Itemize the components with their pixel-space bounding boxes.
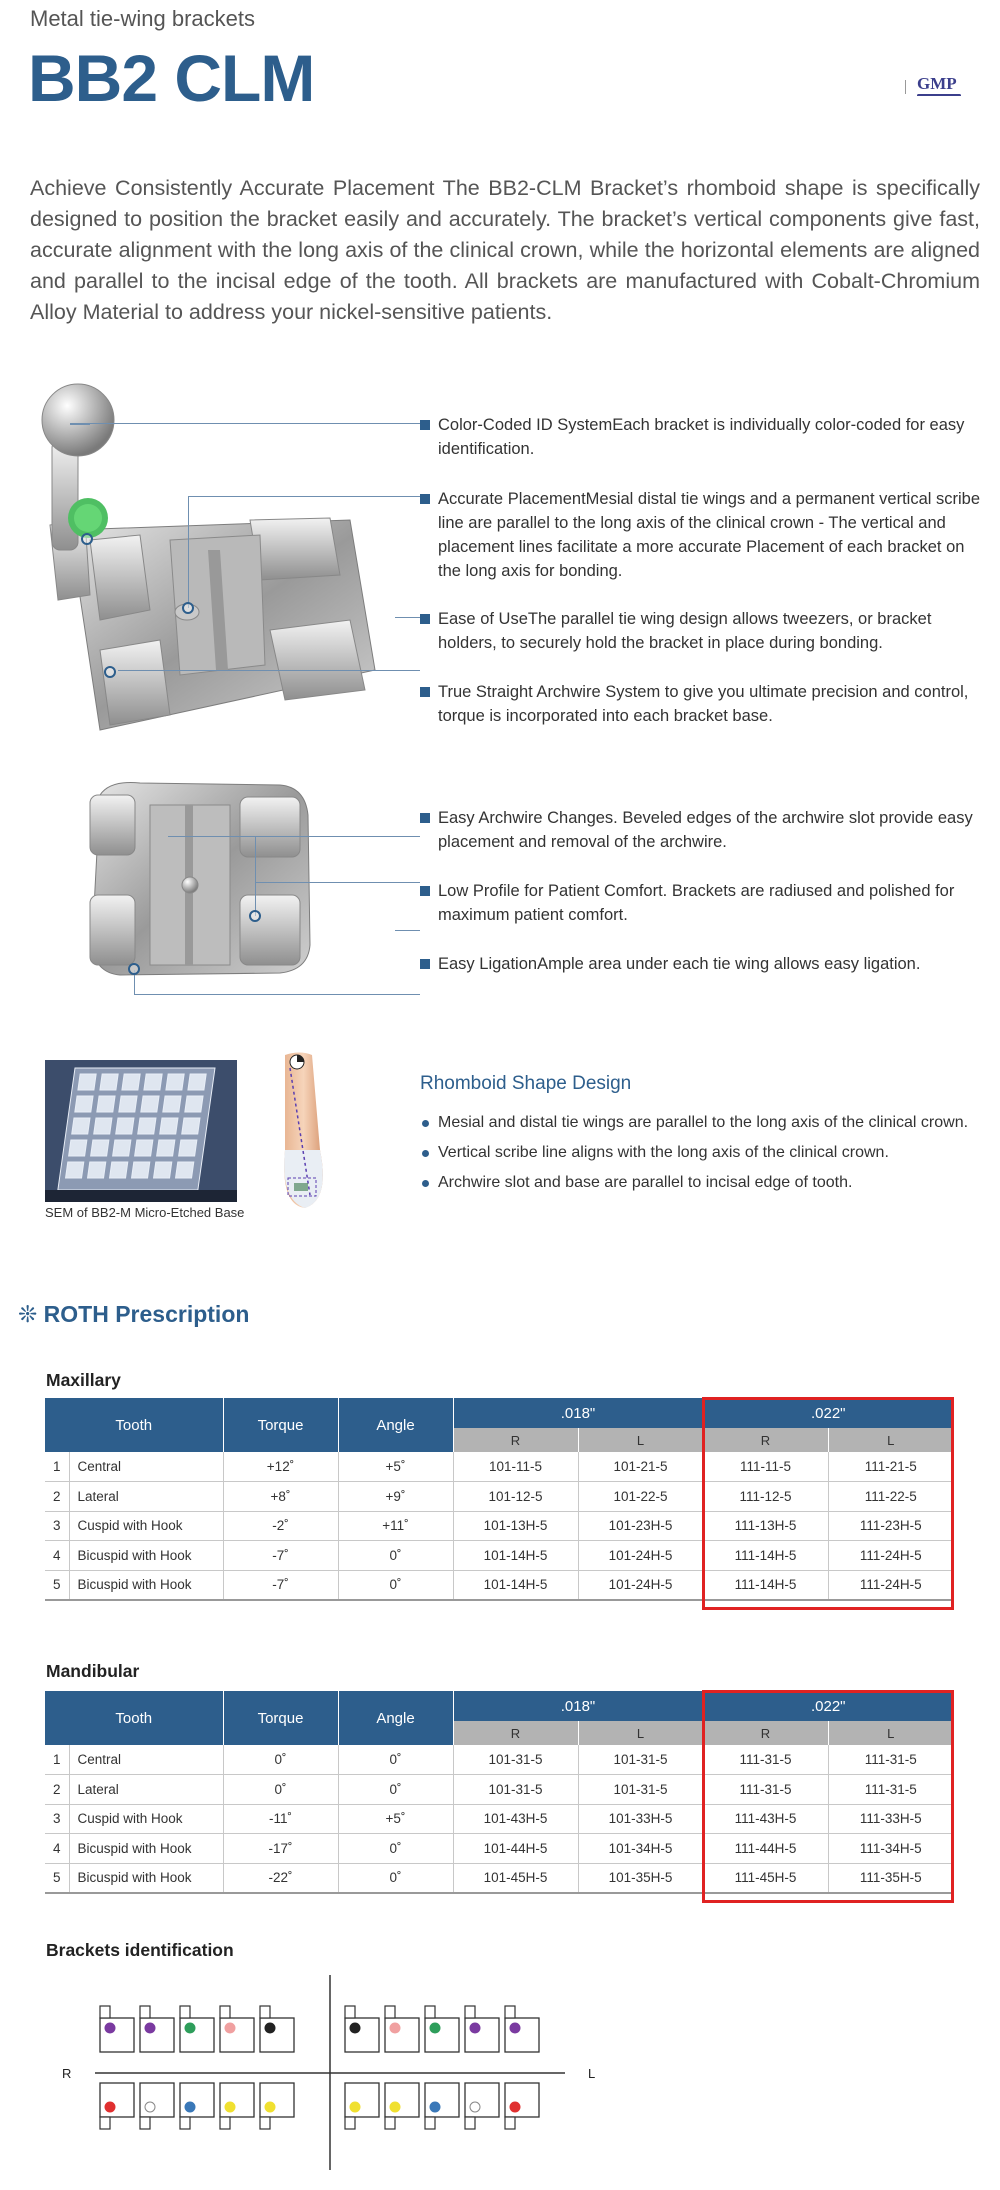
color-dot xyxy=(185,2102,195,2112)
list-item xyxy=(420,1168,980,1198)
cell: 101-21-5 xyxy=(578,1452,703,1482)
th-018: .018" xyxy=(453,1398,703,1428)
bracket-lower-left xyxy=(465,2083,499,2129)
cell: +8˚ xyxy=(223,1482,338,1512)
cell: 101-31-5 xyxy=(578,1745,703,1775)
color-dot xyxy=(225,2102,235,2112)
cell: 101-12-5 xyxy=(453,1482,578,1512)
cell: 101-35H-5 xyxy=(578,1863,703,1893)
color-dot xyxy=(390,2023,400,2033)
bracket-upper-right xyxy=(260,2006,294,2052)
color-dot xyxy=(350,2023,360,2033)
cell: 101-34H-5 xyxy=(578,1834,703,1864)
bracket-lower-left xyxy=(345,2083,379,2129)
cell: 4 xyxy=(45,1541,69,1571)
bracket-upper-left xyxy=(345,2006,379,2052)
feature-text: Easy Archwire Changes. Beveled edges of the archwire slot provide easy placement and removal of the archwire. xyxy=(438,809,973,851)
bracket-upper-left xyxy=(505,2006,539,2052)
cell: 111-12-5 xyxy=(703,1482,828,1512)
th-l: L xyxy=(828,1721,953,1745)
cell: 101-13H-5 xyxy=(453,1511,578,1541)
cell: +12˚ xyxy=(223,1452,338,1482)
color-dot xyxy=(510,2102,520,2112)
cell: 101-24H-5 xyxy=(578,1541,703,1571)
cell: Central xyxy=(69,1452,223,1482)
feature-text: Low Profile for Patient Comfort. Brackets are radiused and polished for maximum patient comfort. xyxy=(438,882,955,924)
rhomboid-title: Rhomboid Shape Design xyxy=(420,1073,632,1094)
color-dot xyxy=(265,2023,275,2033)
highlight-box-022 xyxy=(702,1397,954,1610)
feature-low-profile xyxy=(420,879,980,927)
callout-dot xyxy=(81,533,93,545)
th-r: R xyxy=(453,1721,578,1745)
th-angle: Angle xyxy=(338,1691,453,1745)
highlight-box-022 xyxy=(702,1690,954,1903)
cell: 111-13H-5 xyxy=(703,1511,828,1541)
feature-color-coded xyxy=(420,413,980,461)
cell: Cuspid with Hook xyxy=(69,1511,223,1541)
th-tooth: Tooth xyxy=(45,1691,223,1745)
color-dot xyxy=(265,2102,275,2112)
bracket-lower-left xyxy=(385,2083,419,2129)
cell: -2˚ xyxy=(223,1511,338,1541)
bracket-lower-left xyxy=(505,2083,539,2129)
cell: 101-43H-5 xyxy=(453,1804,578,1834)
th-r: R xyxy=(703,1428,828,1452)
prescription-title xyxy=(18,1301,249,1328)
prescription-title-text: ROTH Prescription xyxy=(43,1301,250,1327)
cell: 0˚ xyxy=(223,1775,338,1805)
bracket-lower-right xyxy=(180,2083,214,2129)
cell: 111-11-5 xyxy=(703,1452,828,1482)
cell: 101-44H-5 xyxy=(453,1834,578,1864)
bracket-lower-left xyxy=(425,2083,459,2129)
product-subtitle: Metal tie-wing brackets xyxy=(30,6,255,31)
cell: 0˚ xyxy=(338,1541,453,1571)
cell: 111-34H-5 xyxy=(828,1834,953,1864)
cell: 1 xyxy=(45,1452,69,1482)
cell: +9˚ xyxy=(338,1482,453,1512)
logo-text: GMP xyxy=(917,74,957,93)
cell: 111-21-5 xyxy=(828,1452,953,1482)
color-dot xyxy=(470,2023,480,2033)
bracket-upper-left xyxy=(425,2006,459,2052)
cell: -11˚ xyxy=(223,1804,338,1834)
bracket-id-diagram xyxy=(40,1975,600,2180)
cell: Lateral xyxy=(69,1775,223,1805)
cell: 4 xyxy=(45,1834,69,1864)
label-l: L xyxy=(588,2066,596,2081)
bracket-lower-right xyxy=(220,2083,254,2129)
cell: 101-11-5 xyxy=(453,1452,578,1482)
callout-dot xyxy=(249,910,261,922)
gmp-logo xyxy=(905,74,975,102)
mandibular-title: Mandibular xyxy=(46,1661,140,1681)
cell: 101-23H-5 xyxy=(578,1511,703,1541)
cell: 111-22-5 xyxy=(828,1482,953,1512)
th-torque: Torque xyxy=(223,1398,338,1452)
cell: 111-44H-5 xyxy=(703,1834,828,1864)
cell: Lateral xyxy=(69,1482,223,1512)
brackets xyxy=(100,2006,539,2129)
callout-dot xyxy=(182,602,194,614)
cell: 5 xyxy=(45,1863,69,1893)
sem-caption: SEM of BB2-M Micro-Etched Base xyxy=(45,1205,245,1220)
cell: 101-45H-5 xyxy=(453,1863,578,1893)
th-022: .022" xyxy=(703,1691,953,1721)
cell: 111-31-5 xyxy=(703,1775,828,1805)
color-dot xyxy=(145,2023,155,2033)
feature-archwire-changes xyxy=(420,806,980,854)
snowflake-icon: ❊ xyxy=(18,1301,44,1327)
color-dot xyxy=(510,2023,520,2033)
bracket-upper-right xyxy=(180,2006,214,2052)
color-dot xyxy=(390,2102,400,2112)
feature-accurate-placement xyxy=(420,487,980,583)
cell: 101-24H-5 xyxy=(578,1570,703,1600)
cell: 0˚ xyxy=(338,1745,453,1775)
cell: 3 xyxy=(45,1511,69,1541)
cell: 101-31-5 xyxy=(453,1775,578,1805)
cell: 0˚ xyxy=(338,1834,453,1864)
cell: 101-33H-5 xyxy=(578,1804,703,1834)
rhomboid-list xyxy=(420,1108,980,1198)
callout-dot xyxy=(128,963,140,975)
tooth-illustration xyxy=(270,1050,345,1215)
th-l: L xyxy=(578,1428,703,1452)
cell: 111-23H-5 xyxy=(828,1511,953,1541)
color-dot xyxy=(430,2102,440,2112)
list-item xyxy=(420,1108,980,1138)
cell: 111-24H-5 xyxy=(828,1570,953,1600)
cell: 111-31-5 xyxy=(828,1745,953,1775)
feature-text: Easy LigationAmple area under each tie wing allows easy ligation. xyxy=(438,955,921,973)
bracket-lower-right xyxy=(260,2083,294,2129)
cell: -22˚ xyxy=(223,1863,338,1893)
cell: 5 xyxy=(45,1570,69,1600)
cell: -7˚ xyxy=(223,1541,338,1571)
th-angle: Angle xyxy=(338,1398,453,1452)
cell: +11˚ xyxy=(338,1511,453,1541)
color-dot xyxy=(145,2102,155,2112)
feature-text: Accurate PlacementMesial distal tie wings and a permanent vertical scribe line are parallel to the long axis of the clinical crown - The vertical and placement lines facilitate a more accurate Placement of each bracket on the long axis for bonding. xyxy=(438,490,981,580)
cell: 2 xyxy=(45,1775,69,1805)
list-item-text: Mesial and distal tie wings are parallel to the long axis of the clinical crown. xyxy=(438,1114,969,1131)
bracket-lower-right xyxy=(100,2083,134,2129)
cell: 0˚ xyxy=(338,1775,453,1805)
cell: -17˚ xyxy=(223,1834,338,1864)
cell: 101-31-5 xyxy=(578,1775,703,1805)
product-title: BB2 CLM xyxy=(28,41,315,115)
bracket-upper-left xyxy=(465,2006,499,2052)
cell: 101-31-5 xyxy=(453,1745,578,1775)
cell: 101-14H-5 xyxy=(453,1541,578,1571)
intro-paragraph: Achieve Consistently Accurate Placement The BB2-CLM Bracket’s rhomboid shape is specifically designed to position the bracket easily and accurately. The bracket’s vertical components give fast, accurate alignment with the long axis of the clinical crown, while the horizontal elements are aligned and parallel to the incisal edge of the tooth. All brackets are manufactured with Cobalt-Chromium Alloy Material to address your nickel-sensitive patients. xyxy=(30,176,980,324)
bracket-id-title: Brackets identification xyxy=(46,1940,234,1960)
cell: 0˚ xyxy=(223,1745,338,1775)
feature-straight-archwire xyxy=(420,680,980,728)
label-r: R xyxy=(62,2066,72,2081)
cell: -7˚ xyxy=(223,1570,338,1600)
cell: Bicuspid with Hook xyxy=(69,1834,223,1864)
feature-text: Color-Coded ID SystemEach bracket is individually color-coded for easy identification. xyxy=(438,416,965,458)
cell: 0˚ xyxy=(338,1570,453,1600)
cell: Cuspid with Hook xyxy=(69,1804,223,1834)
cell: 101-14H-5 xyxy=(453,1570,578,1600)
callout-dot xyxy=(104,666,116,678)
cell: 111-31-5 xyxy=(828,1775,953,1805)
color-dot xyxy=(430,2023,440,2033)
cell: 111-43H-5 xyxy=(703,1804,828,1834)
feature-text: Ease of UseThe parallel tie wing design allows tweezers, or bracket holders, to securely hold the bracket in place during bonding. xyxy=(438,610,932,652)
th-r: R xyxy=(453,1428,578,1452)
cell: Bicuspid with Hook xyxy=(69,1541,223,1571)
bracket-upper-right xyxy=(220,2006,254,2052)
sem-micro-etched-image xyxy=(45,1060,237,1202)
cell: 111-14H-5 xyxy=(703,1570,828,1600)
cell: 3 xyxy=(45,1804,69,1834)
cell: 101-22-5 xyxy=(578,1482,703,1512)
cell: 0˚ xyxy=(338,1863,453,1893)
feature-easy-ligation xyxy=(420,952,980,976)
cell: 111-14H-5 xyxy=(703,1541,828,1571)
cell: 2 xyxy=(45,1482,69,1512)
list-item xyxy=(420,1138,980,1168)
color-dot xyxy=(470,2102,480,2112)
list-item-text: Archwire slot and base are parallel to incisal edge of tooth. xyxy=(438,1174,853,1191)
cell: +5˚ xyxy=(338,1452,453,1482)
cell: 111-24H-5 xyxy=(828,1541,953,1571)
cell: 1 xyxy=(45,1745,69,1775)
th-l: L xyxy=(828,1428,953,1452)
maxillary-title: Maxillary xyxy=(46,1370,121,1390)
list-item-text: Vertical scribe line aligns with the long axis of the clinical crown. xyxy=(438,1144,889,1161)
th-018: .018" xyxy=(453,1691,703,1721)
th-r: R xyxy=(703,1721,828,1745)
th-l: L xyxy=(578,1721,703,1745)
feature-ease-of-use xyxy=(420,607,980,655)
feature-text: True Straight Archwire System to give you ultimate precision and control, torque is incorporated into each bracket base. xyxy=(438,683,969,725)
bracket-upper-left xyxy=(385,2006,419,2052)
cell: Bicuspid with Hook xyxy=(69,1863,223,1893)
color-dot xyxy=(185,2023,195,2033)
bracket-upper-right xyxy=(100,2006,134,2052)
color-dot xyxy=(350,2102,360,2112)
cell: 111-45H-5 xyxy=(703,1863,828,1893)
color-dot xyxy=(225,2023,235,2033)
color-dot xyxy=(105,2023,115,2033)
bracket-upper-right xyxy=(140,2006,174,2052)
cell: 111-35H-5 xyxy=(828,1863,953,1893)
th-022: .022" xyxy=(703,1398,953,1428)
cell: +5˚ xyxy=(338,1804,453,1834)
cell: 111-31-5 xyxy=(703,1745,828,1775)
cell: 111-33H-5 xyxy=(828,1804,953,1834)
color-dot xyxy=(105,2102,115,2112)
th-torque: Torque xyxy=(223,1691,338,1745)
cell: Central xyxy=(69,1745,223,1775)
th-tooth: Tooth xyxy=(45,1398,223,1452)
cell: Bicuspid with Hook xyxy=(69,1570,223,1600)
bracket-lower-right xyxy=(140,2083,174,2129)
